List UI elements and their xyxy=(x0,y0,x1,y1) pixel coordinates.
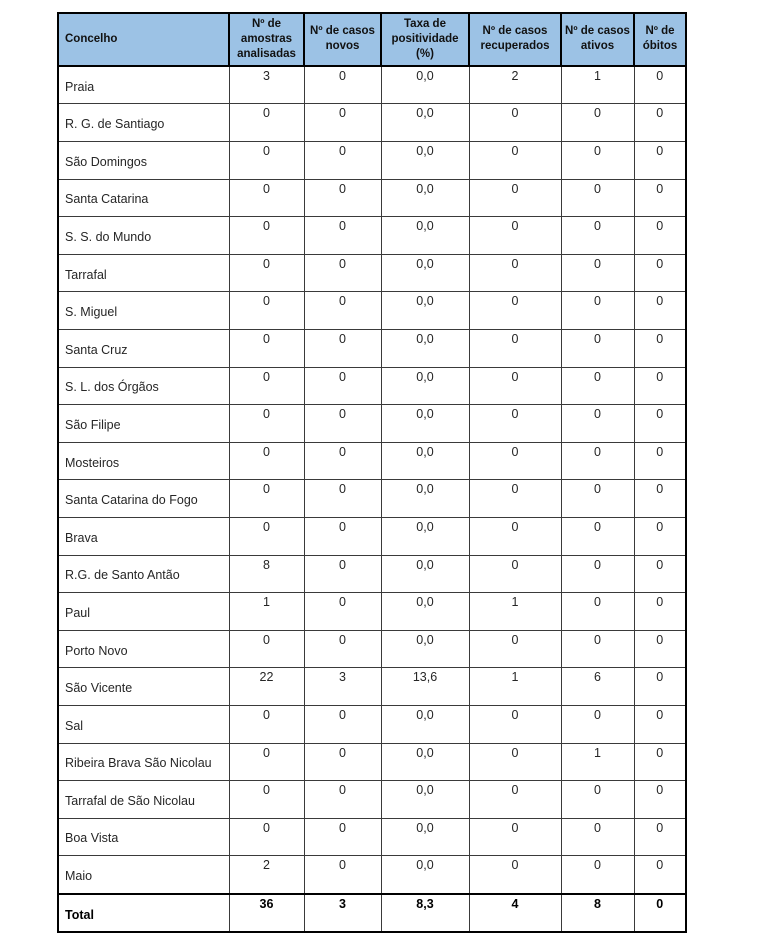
cell-ativos: 6 xyxy=(561,668,634,706)
cell-ativos: 0 xyxy=(561,405,634,443)
cell-novos: 0 xyxy=(304,555,381,593)
cell-concelho: S. Miguel xyxy=(58,292,229,330)
table-row xyxy=(58,668,686,706)
cell-obitos: 0 xyxy=(634,292,686,330)
table-row xyxy=(58,217,686,255)
cell-ativos: 0 xyxy=(561,254,634,292)
cell-novos: 0 xyxy=(304,142,381,180)
cell-amostras: 8 xyxy=(229,555,304,593)
cell-taxa: 0,0 xyxy=(381,781,469,819)
cell-concelho: Maio xyxy=(58,856,229,894)
cell-taxa: 0,0 xyxy=(381,405,469,443)
table-row xyxy=(58,856,686,894)
cell-ativos: 0 xyxy=(561,818,634,856)
cell-concelho: Sal xyxy=(58,705,229,743)
cell-ativos: 8 xyxy=(561,894,634,933)
cell-ativos: 1 xyxy=(561,66,634,104)
cell-ativos: 0 xyxy=(561,442,634,480)
cell-obitos: 0 xyxy=(634,894,686,933)
cell-amostras: 0 xyxy=(229,743,304,781)
cell-concelho: Santa Cruz xyxy=(58,329,229,367)
cell-concelho: R.G. de Santo Antão xyxy=(58,555,229,593)
cell-recuperados: 0 xyxy=(469,480,561,518)
table-row xyxy=(58,142,686,180)
cell-obitos: 0 xyxy=(634,517,686,555)
header-row xyxy=(58,13,686,66)
cell-novos: 0 xyxy=(304,405,381,443)
table-row xyxy=(58,781,686,819)
column-header-obitos: Nº de óbitos xyxy=(634,13,686,66)
cell-recuperados: 0 xyxy=(469,743,561,781)
cell-obitos: 0 xyxy=(634,555,686,593)
cell-obitos: 0 xyxy=(634,367,686,405)
cell-concelho: Brava xyxy=(58,517,229,555)
cell-ativos: 0 xyxy=(561,104,634,142)
cell-ativos: 0 xyxy=(561,781,634,819)
cell-ativos: 0 xyxy=(561,517,634,555)
cell-ativos: 0 xyxy=(561,292,634,330)
cell-amostras: 0 xyxy=(229,818,304,856)
cell-amostras: 0 xyxy=(229,442,304,480)
cell-taxa: 0,0 xyxy=(381,367,469,405)
cell-taxa: 0,0 xyxy=(381,743,469,781)
cell-recuperados: 4 xyxy=(469,894,561,933)
cell-recuperados: 0 xyxy=(469,442,561,480)
cell-obitos: 0 xyxy=(634,104,686,142)
cell-taxa: 0,0 xyxy=(381,142,469,180)
cell-obitos: 0 xyxy=(634,593,686,631)
table-row xyxy=(58,405,686,443)
cell-ativos: 0 xyxy=(561,179,634,217)
table-row xyxy=(58,329,686,367)
table-row xyxy=(58,593,686,631)
cell-recuperados: 0 xyxy=(469,217,561,255)
cell-concelho: São Domingos xyxy=(58,142,229,180)
cell-ativos: 0 xyxy=(561,630,634,668)
cell-amostras: 0 xyxy=(229,142,304,180)
cell-ativos: 1 xyxy=(561,743,634,781)
cell-amostras: 0 xyxy=(229,781,304,819)
cell-obitos: 0 xyxy=(634,405,686,443)
cell-ativos: 0 xyxy=(561,856,634,894)
cell-concelho: Santa Catarina do Fogo xyxy=(58,480,229,518)
cell-concelho: Santa Catarina xyxy=(58,179,229,217)
cell-novos: 0 xyxy=(304,254,381,292)
cell-amostras: 0 xyxy=(229,480,304,518)
cell-concelho: Praia xyxy=(58,66,229,104)
column-header-ativos: Nº de casos ativos xyxy=(561,13,634,66)
table-header xyxy=(58,13,686,66)
cell-recuperados: 2 xyxy=(469,66,561,104)
concelhos-covid-table xyxy=(57,12,687,933)
cell-recuperados: 1 xyxy=(469,593,561,631)
cell-ativos: 0 xyxy=(561,480,634,518)
cell-taxa: 13,6 xyxy=(381,668,469,706)
cell-ativos: 0 xyxy=(561,142,634,180)
cell-obitos: 0 xyxy=(634,254,686,292)
cell-obitos: 0 xyxy=(634,705,686,743)
cell-obitos: 0 xyxy=(634,329,686,367)
cell-novos: 0 xyxy=(304,104,381,142)
column-header-novos: Nº de casos novos xyxy=(304,13,381,66)
cell-taxa: 8,3 xyxy=(381,894,469,933)
cell-amostras: 0 xyxy=(229,517,304,555)
cell-concelho: Tarrafal xyxy=(58,254,229,292)
cell-novos: 0 xyxy=(304,217,381,255)
table-row xyxy=(58,555,686,593)
table-row xyxy=(58,705,686,743)
cell-recuperados: 0 xyxy=(469,705,561,743)
cell-novos: 3 xyxy=(304,894,381,933)
cell-amostras: 0 xyxy=(229,254,304,292)
cell-concelho: Mosteiros xyxy=(58,442,229,480)
cell-taxa: 0,0 xyxy=(381,555,469,593)
cell-amostras: 0 xyxy=(229,179,304,217)
concelhos-table-container xyxy=(57,12,687,933)
cell-concelho: S. L. dos Órgãos xyxy=(58,367,229,405)
cell-concelho: Boa Vista xyxy=(58,818,229,856)
cell-recuperados: 0 xyxy=(469,367,561,405)
cell-ativos: 0 xyxy=(561,217,634,255)
cell-concelho: Ribeira Brava São Nicolau xyxy=(58,743,229,781)
cell-novos: 0 xyxy=(304,818,381,856)
cell-novos: 0 xyxy=(304,705,381,743)
cell-obitos: 0 xyxy=(634,442,686,480)
cell-novos: 0 xyxy=(304,367,381,405)
cell-novos: 0 xyxy=(304,480,381,518)
cell-amostras: 0 xyxy=(229,705,304,743)
table-row xyxy=(58,442,686,480)
table-row xyxy=(58,254,686,292)
cell-obitos: 0 xyxy=(634,781,686,819)
table-row xyxy=(58,66,686,104)
cell-novos: 0 xyxy=(304,781,381,819)
table-row xyxy=(58,517,686,555)
table-row xyxy=(58,630,686,668)
table-row xyxy=(58,104,686,142)
cell-concelho: Paul xyxy=(58,593,229,631)
cell-taxa: 0,0 xyxy=(381,329,469,367)
cell-obitos: 0 xyxy=(634,630,686,668)
cell-taxa: 0,0 xyxy=(381,179,469,217)
cell-amostras: 1 xyxy=(229,593,304,631)
cell-ativos: 0 xyxy=(561,367,634,405)
cell-obitos: 0 xyxy=(634,480,686,518)
cell-taxa: 0,0 xyxy=(381,818,469,856)
table-row xyxy=(58,179,686,217)
cell-novos: 0 xyxy=(304,442,381,480)
cell-ativos: 0 xyxy=(561,593,634,631)
cell-recuperados: 0 xyxy=(469,856,561,894)
cell-taxa: 0,0 xyxy=(381,66,469,104)
table-row xyxy=(58,367,686,405)
cell-recuperados: 0 xyxy=(469,555,561,593)
cell-recuperados: 1 xyxy=(469,668,561,706)
cell-obitos: 0 xyxy=(634,179,686,217)
cell-novos: 0 xyxy=(304,329,381,367)
cell-novos: 0 xyxy=(304,179,381,217)
cell-amostras: 0 xyxy=(229,329,304,367)
cell-recuperados: 0 xyxy=(469,179,561,217)
total-row xyxy=(58,894,686,933)
cell-amostras: 0 xyxy=(229,367,304,405)
cell-recuperados: 0 xyxy=(469,329,561,367)
cell-novos: 0 xyxy=(304,856,381,894)
cell-amostras: 0 xyxy=(229,104,304,142)
cell-amostras: 0 xyxy=(229,217,304,255)
cell-obitos: 0 xyxy=(634,217,686,255)
cell-amostras: 3 xyxy=(229,66,304,104)
cell-concelho: São Vicente xyxy=(58,668,229,706)
cell-recuperados: 0 xyxy=(469,142,561,180)
cell-ativos: 0 xyxy=(561,329,634,367)
cell-novos: 0 xyxy=(304,593,381,631)
cell-taxa: 0,0 xyxy=(381,442,469,480)
cell-obitos: 0 xyxy=(634,856,686,894)
cell-concelho: Porto Novo xyxy=(58,630,229,668)
cell-recuperados: 0 xyxy=(469,781,561,819)
column-header-recuperados: Nº de casos recuperados xyxy=(469,13,561,66)
cell-concelho: Total xyxy=(58,894,229,933)
cell-recuperados: 0 xyxy=(469,818,561,856)
table-row xyxy=(58,743,686,781)
cell-recuperados: 0 xyxy=(469,292,561,330)
cell-amostras: 36 xyxy=(229,894,304,933)
cell-novos: 0 xyxy=(304,517,381,555)
cell-amostras: 22 xyxy=(229,668,304,706)
cell-ativos: 0 xyxy=(561,705,634,743)
cell-novos: 0 xyxy=(304,743,381,781)
column-header-amostras: Nº de amostras analisadas xyxy=(229,13,304,66)
cell-obitos: 0 xyxy=(634,142,686,180)
table-row xyxy=(58,292,686,330)
cell-novos: 0 xyxy=(304,66,381,104)
column-header-concelho: Concelho xyxy=(58,13,229,66)
cell-taxa: 0,0 xyxy=(381,856,469,894)
cell-recuperados: 0 xyxy=(469,517,561,555)
cell-taxa: 0,0 xyxy=(381,217,469,255)
table-row xyxy=(58,818,686,856)
table-row xyxy=(58,480,686,518)
cell-taxa: 0,0 xyxy=(381,104,469,142)
cell-taxa: 0,0 xyxy=(381,517,469,555)
table-body xyxy=(58,66,686,933)
cell-obitos: 0 xyxy=(634,66,686,104)
cell-obitos: 0 xyxy=(634,743,686,781)
cell-taxa: 0,0 xyxy=(381,292,469,330)
cell-concelho: S. S. do Mundo xyxy=(58,217,229,255)
cell-novos: 3 xyxy=(304,668,381,706)
column-header-taxa: Taxa de positividade (%) xyxy=(381,13,469,66)
cell-amostras: 0 xyxy=(229,630,304,668)
cell-novos: 0 xyxy=(304,630,381,668)
cell-amostras: 2 xyxy=(229,856,304,894)
cell-concelho: Tarrafal de São Nicolau xyxy=(58,781,229,819)
cell-obitos: 0 xyxy=(634,668,686,706)
cell-recuperados: 0 xyxy=(469,104,561,142)
cell-taxa: 0,0 xyxy=(381,254,469,292)
cell-amostras: 0 xyxy=(229,405,304,443)
cell-concelho: São Filipe xyxy=(58,405,229,443)
cell-concelho: R. G. de Santiago xyxy=(58,104,229,142)
cell-amostras: 0 xyxy=(229,292,304,330)
cell-obitos: 0 xyxy=(634,818,686,856)
cell-novos: 0 xyxy=(304,292,381,330)
cell-taxa: 0,0 xyxy=(381,480,469,518)
cell-taxa: 0,0 xyxy=(381,705,469,743)
cell-taxa: 0,0 xyxy=(381,630,469,668)
cell-ativos: 0 xyxy=(561,555,634,593)
cell-recuperados: 0 xyxy=(469,254,561,292)
cell-recuperados: 0 xyxy=(469,405,561,443)
cell-recuperados: 0 xyxy=(469,630,561,668)
cell-taxa: 0,0 xyxy=(381,593,469,631)
